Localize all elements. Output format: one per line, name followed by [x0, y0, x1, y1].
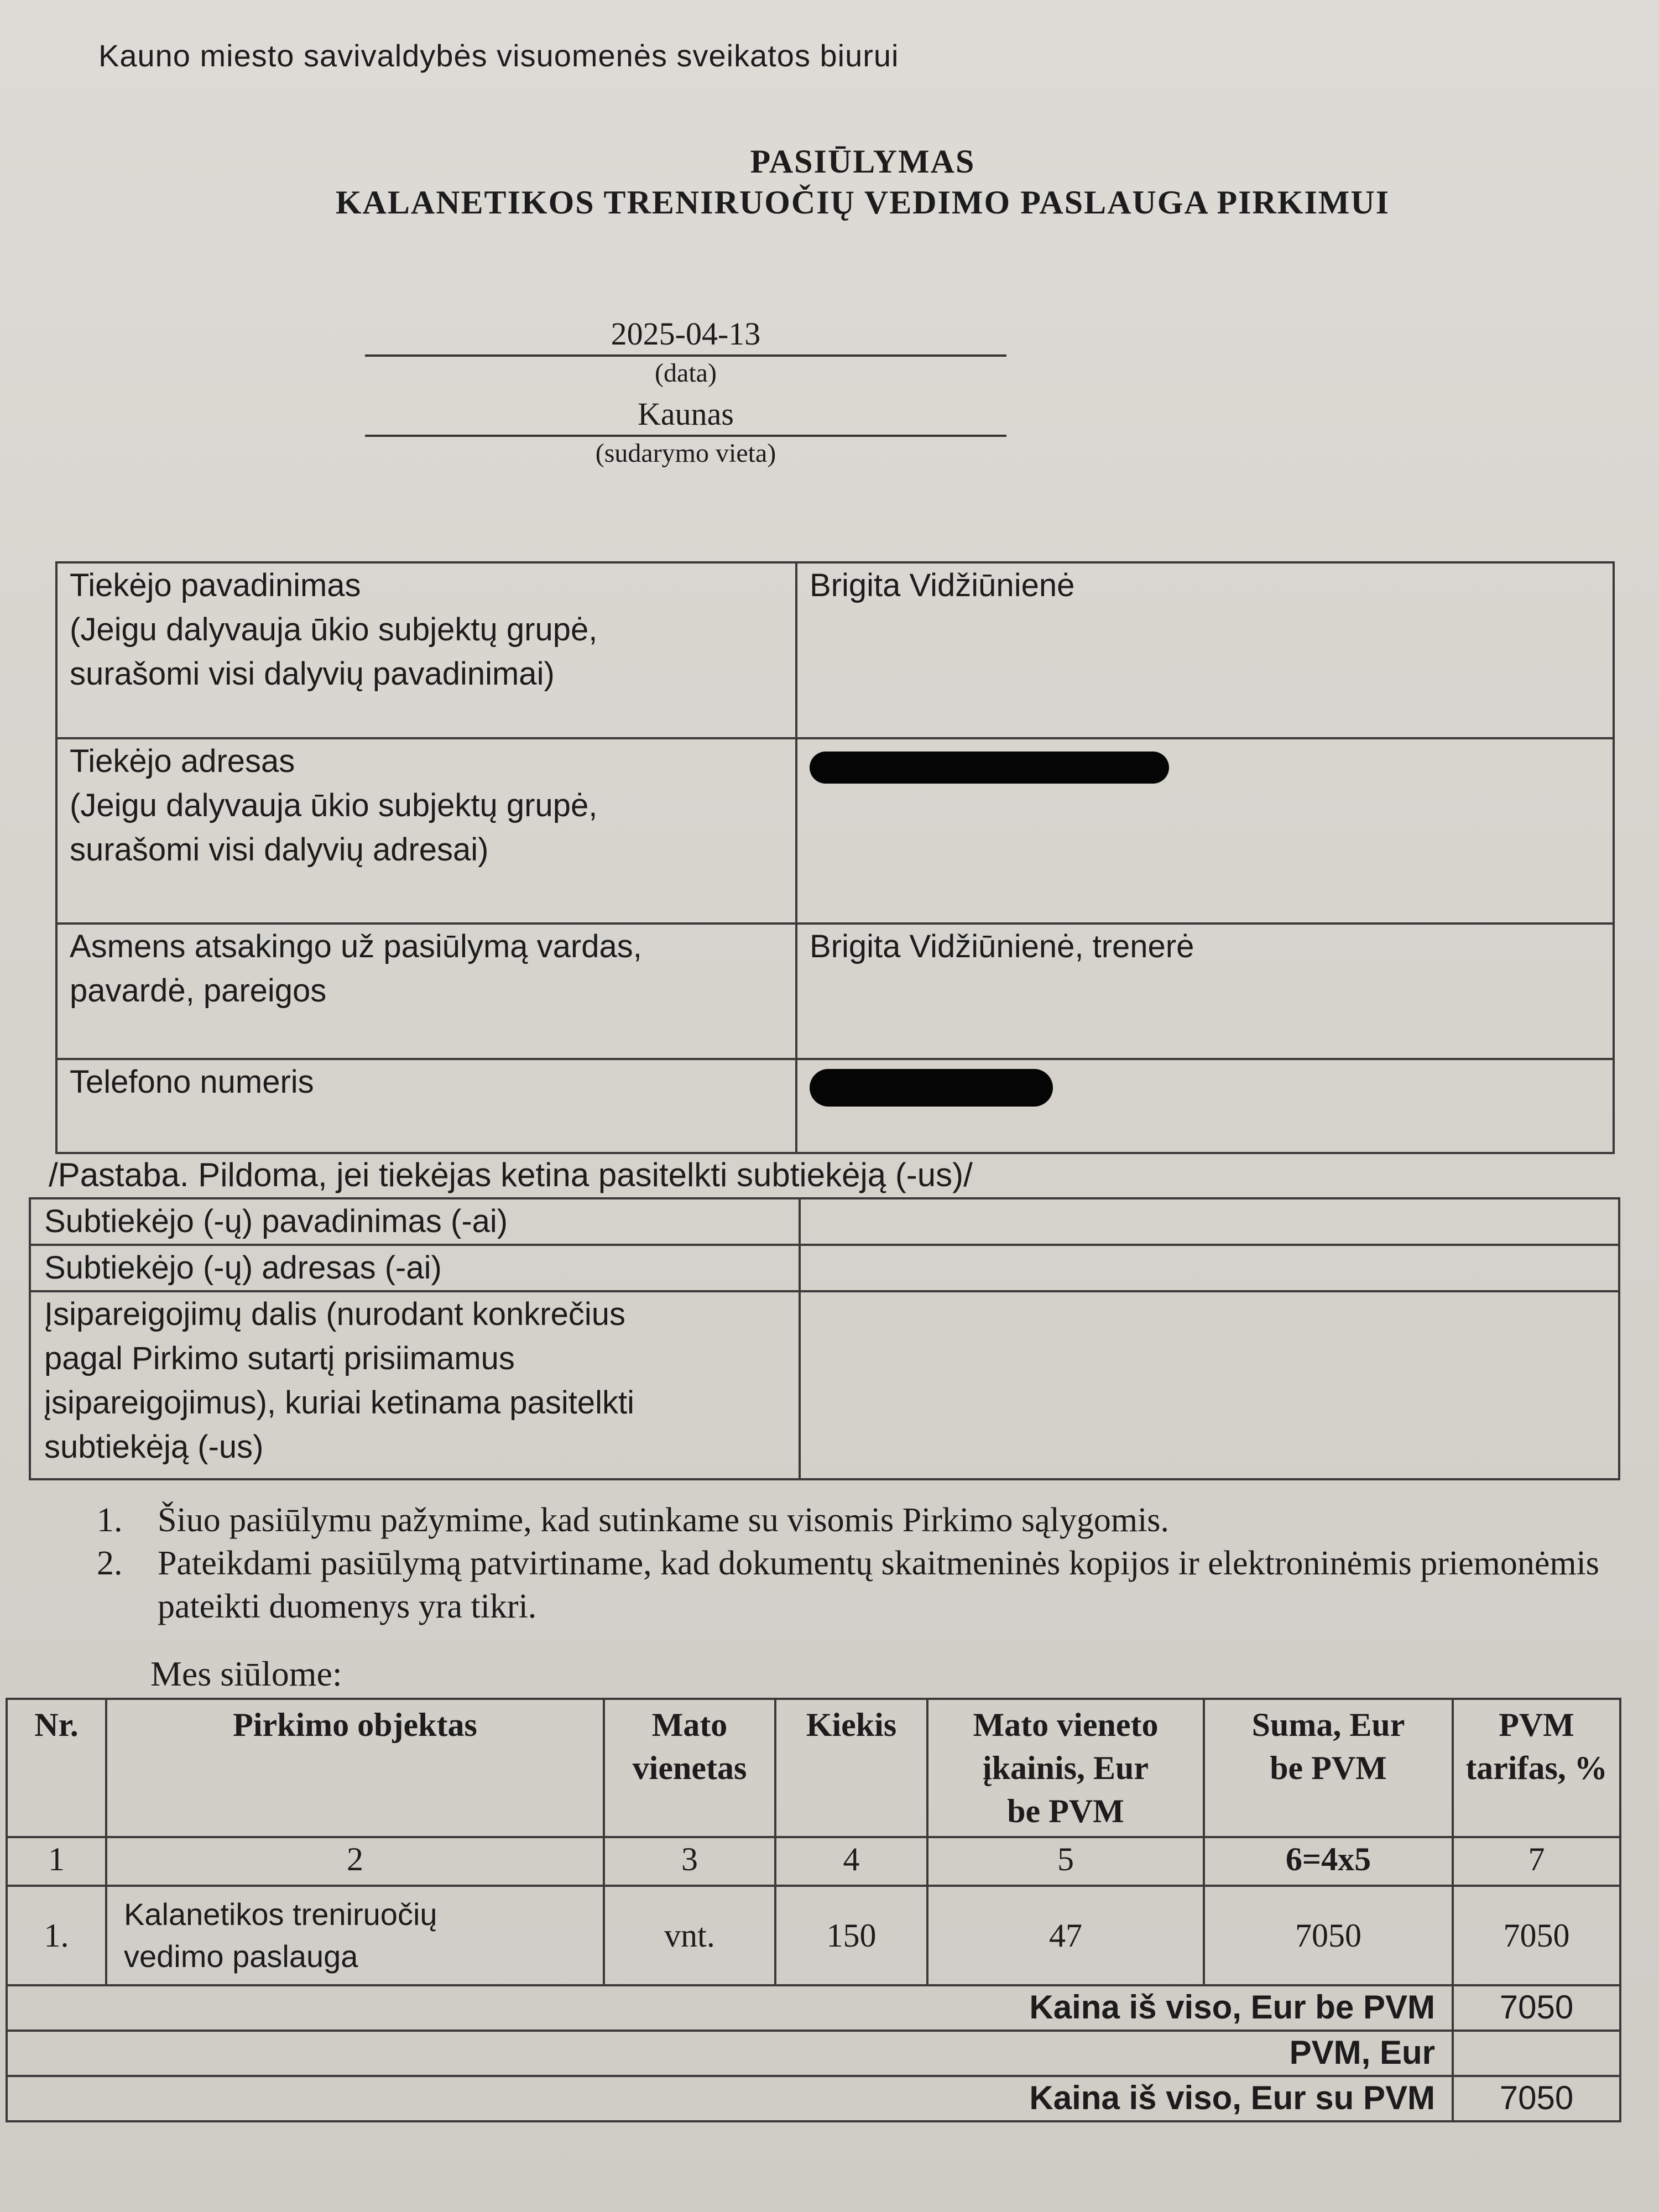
subcontractor-obligations-label: Įsipareigojimų dalis (nurodant konkrečius pagal Pirkimo sutartį prisiimamus įsipareigojimus), kuriai ketinama pasitelkti subtiekėją (-us)	[30, 1291, 800, 1479]
col-object-header: Pirkimo objektas	[106, 1699, 604, 1837]
total-net-row	[7, 1985, 1620, 2031]
responsible-person-value: Brigita Vidžiūnienė, trenerė	[796, 924, 1614, 1059]
col-sum-header: Suma, Eur be PVM	[1204, 1699, 1453, 1837]
subcontractor-address-label: Subtiekėjo (-ų) adresas (-ai)	[30, 1245, 800, 1291]
col-unit-header: Mato vienetas	[604, 1699, 775, 1837]
row-unit-price: 47	[927, 1886, 1204, 1985]
supplier-name-value: Brigita Vidžiūnienė	[796, 562, 1614, 738]
supplier-table	[55, 561, 1615, 1154]
subcontractor-obligations-value	[800, 1291, 1619, 1479]
offer-heading: Mes siūlome:	[150, 1654, 342, 1693]
col-nr-header: Nr.	[7, 1699, 106, 1837]
subcontractor-address-value	[800, 1245, 1619, 1291]
document-subtitle: KALANETIKOS TRENIRUOČIŲ VEDIMO PASLAUGA PIRKIMUI	[335, 184, 1390, 221]
offer-table-header-row	[7, 1699, 1620, 1837]
phone-row	[56, 1059, 1614, 1153]
place-value: Kaunas	[638, 396, 734, 432]
redaction-mark	[810, 1069, 1053, 1107]
place-underline	[365, 435, 1006, 437]
date-value: 2025-04-13	[611, 316, 761, 352]
col-unit-price-header: Mato vieneto įkainis, Eur be PVM	[927, 1699, 1204, 1837]
responsible-person-row	[56, 924, 1614, 1059]
column-index: 3	[604, 1837, 775, 1886]
table-row	[7, 1886, 1620, 1985]
subcontractor-name-label: Subtiekėjo (-ų) pavadinimas (-ai)	[30, 1198, 800, 1245]
subcontractor-address-row	[30, 1245, 1619, 1291]
column-index: 5	[927, 1837, 1204, 1886]
statement-item: 1. Šiuo pasiūlymu pažymime, kad sutinkame su visomis Pirkimo sąlygomis.	[97, 1501, 1169, 1539]
total-gross-value: 7050	[1453, 2076, 1620, 2121]
supplier-name-row	[56, 562, 1614, 738]
row-object: Kalanetikos treniruočių vedimo paslauga	[106, 1886, 604, 1985]
offer-table	[6, 1698, 1621, 2122]
place-block	[365, 395, 1006, 468]
supplier-name-label: Tiekėjo pavadinimas (Jeigu dalyvauja ūkio subjektų grupė, surašomi visi dalyvių pavadinimai)	[56, 562, 796, 738]
total-net-value: 7050	[1453, 1985, 1620, 2031]
column-index: 1	[7, 1837, 106, 1886]
date-underline	[365, 354, 1006, 357]
vat-amount-row	[7, 2031, 1620, 2076]
responsible-person-label: Asmens atsakingo už pasiūlymą vardas, pavardė, pareigos	[56, 924, 796, 1059]
date-block	[365, 315, 1006, 388]
redaction-mark	[810, 752, 1169, 784]
addressee: Kauno miesto savivaldybės visuomenės sveikatos biurui	[98, 38, 899, 73]
statement-item: 2. Pateikdami pasiūlymą patvirtiname, kad dokumentų skaitmeninės kopijos ir elektroninėmis priemonėmis pateikti duomenys yra tikri.	[97, 1545, 1599, 1625]
date-caption: (data)	[655, 358, 717, 388]
phone-value	[796, 1059, 1614, 1153]
col-qty-header: Kiekis	[775, 1699, 927, 1837]
column-index: 6=4x5	[1204, 1837, 1453, 1886]
row-qty: 150	[775, 1886, 927, 1985]
vat-amount-label: PVM, Eur	[7, 2031, 1453, 2076]
col-vat-header: PVM tarifas, %	[1453, 1699, 1620, 1837]
row-vat: 7050	[1453, 1886, 1620, 1985]
phone-label: Telefono numeris	[56, 1059, 796, 1153]
document-title: PASIŪLYMAS	[750, 143, 975, 180]
supplier-address-label: Tiekėjo adresas (Jeigu dalyvauja ūkio subjektų grupė, surašomi visi dalyvių adresai)	[56, 738, 796, 924]
subcontractor-name-value	[800, 1198, 1619, 1245]
subcontractor-note: /Pastaba. Pildoma, jei tiekėjas ketina pasitelkti subtiekėją (-us)/	[49, 1156, 973, 1193]
column-index: 4	[775, 1837, 927, 1886]
subcontractor-table	[29, 1197, 1620, 1480]
place-caption: (sudarymo vieta)	[595, 439, 776, 468]
total-gross-label: Kaina iš viso, Eur su PVM	[7, 2076, 1453, 2121]
column-index: 2	[106, 1837, 604, 1886]
column-index: 7	[1453, 1837, 1620, 1886]
subcontractor-name-row	[30, 1198, 1619, 1245]
column-index-row	[7, 1837, 1620, 1886]
row-unit: vnt.	[604, 1886, 775, 1985]
subcontractor-obligations-row	[30, 1291, 1619, 1479]
row-sum: 7050	[1204, 1886, 1453, 1985]
total-net-label: Kaina iš viso, Eur be PVM	[7, 1985, 1453, 2031]
supplier-address-row	[56, 738, 1614, 924]
total-gross-row	[7, 2076, 1620, 2121]
row-nr: 1.	[7, 1886, 106, 1985]
vat-amount-value	[1453, 2031, 1620, 2076]
supplier-address-value	[796, 738, 1614, 924]
statements-list	[97, 1499, 1656, 1628]
